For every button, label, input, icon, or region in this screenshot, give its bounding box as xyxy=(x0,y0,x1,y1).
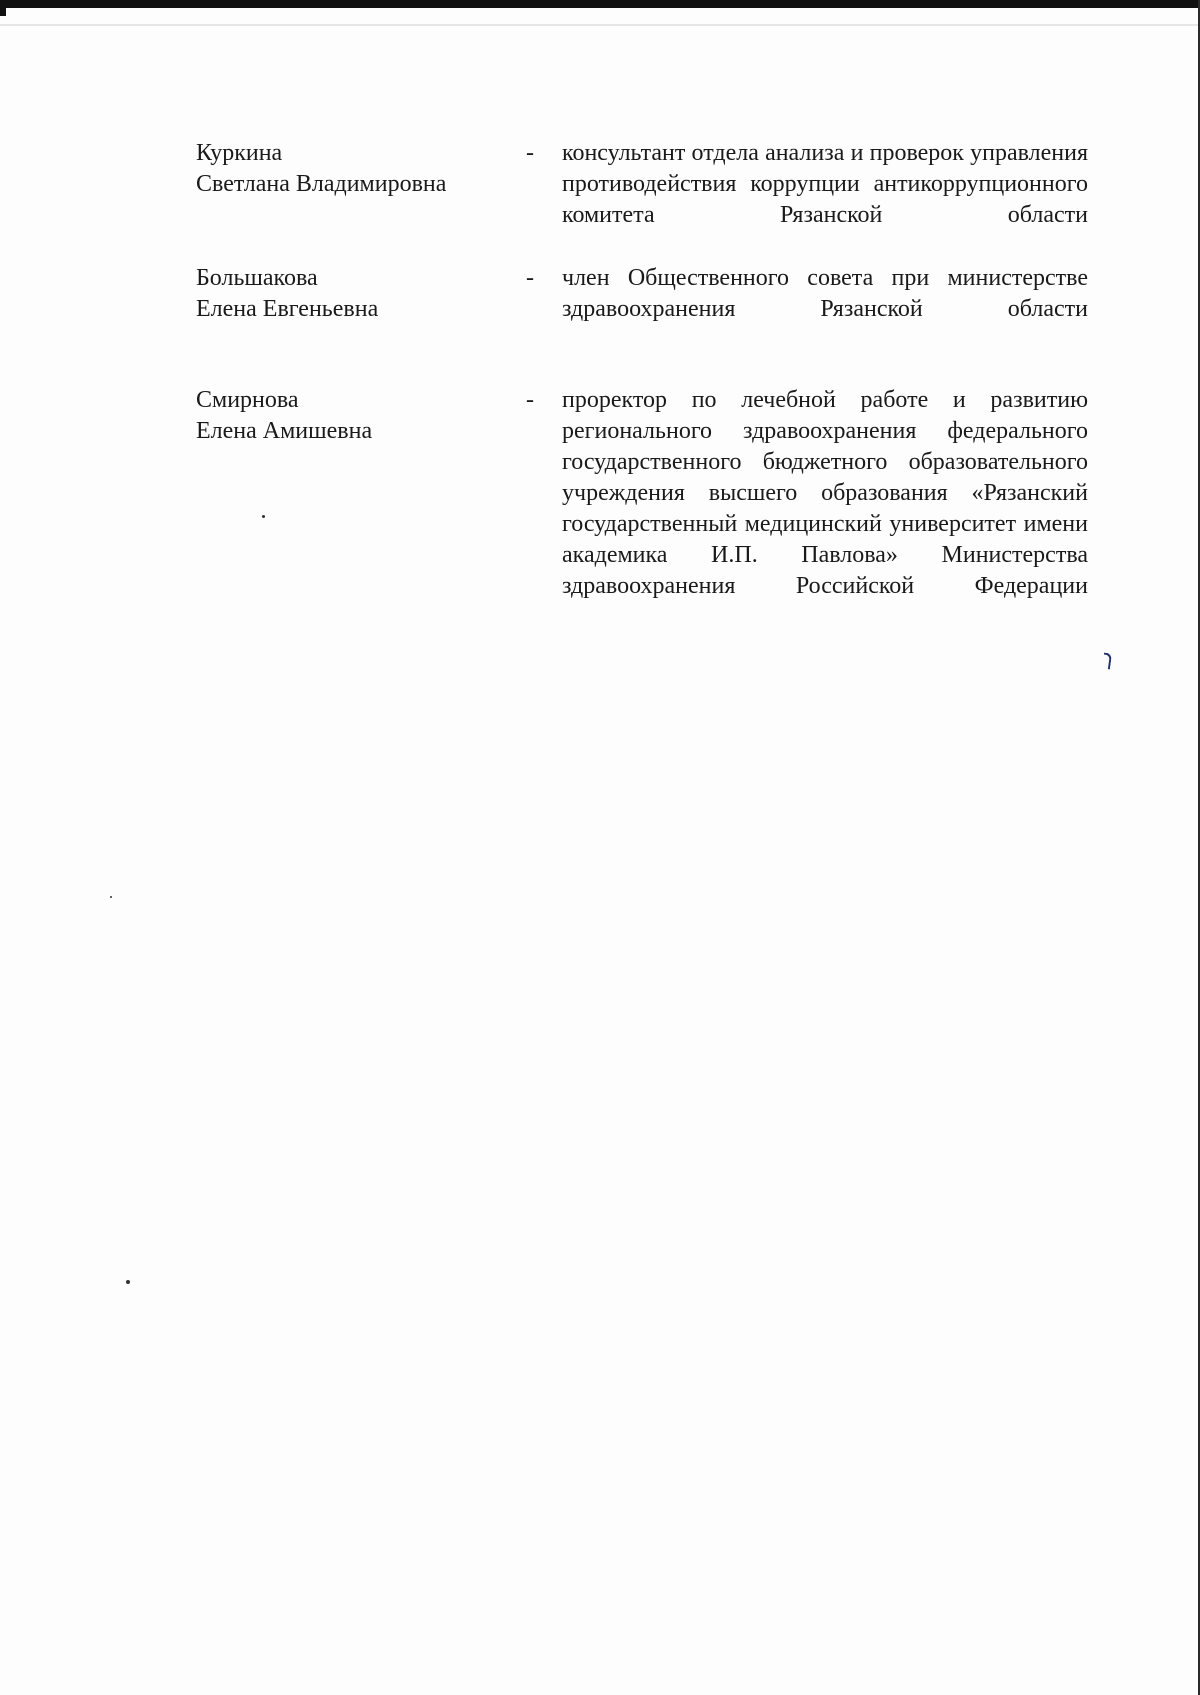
members-list xyxy=(196,138,1088,602)
member-given-names: Елена Амишевна xyxy=(196,418,373,444)
member-surname: Большакова xyxy=(196,265,318,291)
scan-corner-mark xyxy=(0,0,6,16)
member-given-names: Елена Евгеньевна xyxy=(196,296,379,322)
member-dash: - xyxy=(526,140,534,166)
member-position: член Общественного совета при министерстве здравоохранения Рязанской области xyxy=(562,265,1088,322)
member-name xyxy=(196,385,526,447)
member-surname: Куркина xyxy=(196,140,283,166)
member-name xyxy=(196,138,526,200)
pen-mark xyxy=(1102,653,1112,670)
member-dash: - xyxy=(526,265,534,291)
member-entry-bolshakova xyxy=(196,263,1088,325)
member-surname: Смирнова xyxy=(196,387,299,413)
scan-speck xyxy=(262,515,265,518)
scan-speck xyxy=(110,896,112,898)
scan-speck xyxy=(126,1280,130,1284)
member-given-names: Светлана Владимировна xyxy=(196,171,447,197)
member-entry-kurkina xyxy=(196,138,1088,231)
member-name xyxy=(196,263,526,325)
member-position: проректор по лечебной работе и развитию регионального здравоохранения федерального государственного бюджетного образовательного учреждения высшего образования «Рязанский государственный медицинский университет имени академика И.П. Павлова» Министерства здравоохранения Российской Федерации xyxy=(562,387,1088,599)
scan-edge-line xyxy=(0,24,1200,26)
scan-top-edge xyxy=(0,0,1200,8)
member-entry-smirnova xyxy=(196,385,1088,602)
member-position: консультант отдела анализа и проверок управления противодействия коррупции антикоррупционного комитета Рязанской области xyxy=(562,140,1088,228)
member-dash: - xyxy=(526,387,534,413)
